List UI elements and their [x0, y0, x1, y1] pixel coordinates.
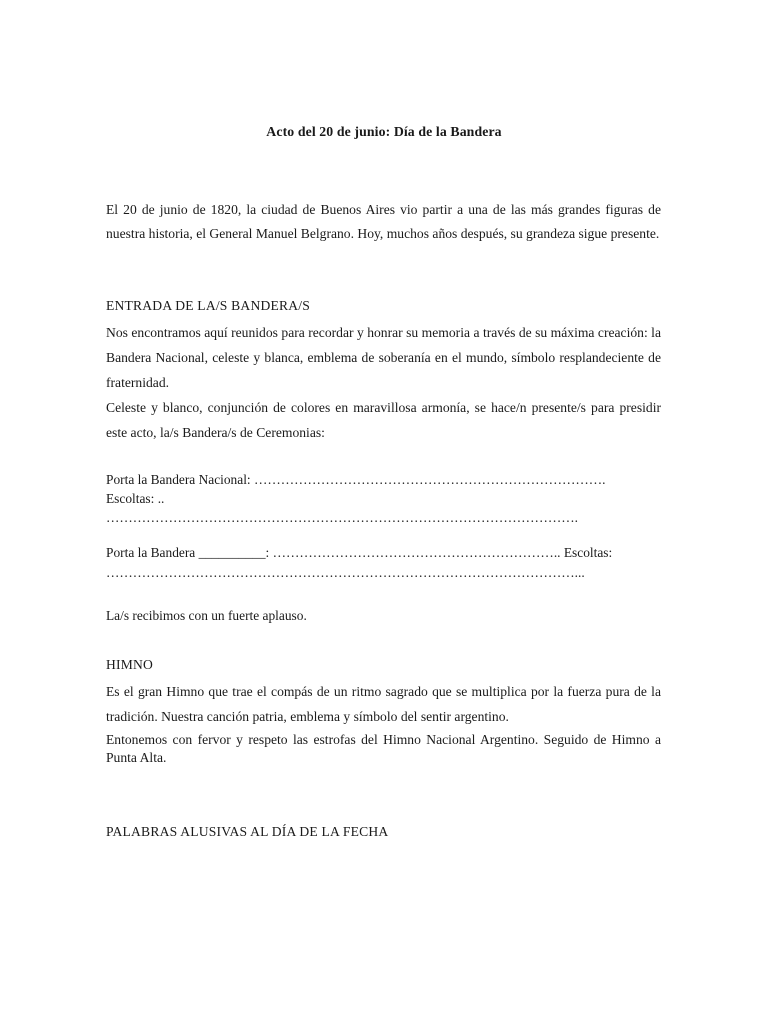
porta-nacional-line: Porta la Bandera Nacional: …………………………………………………………………….	[106, 472, 606, 487]
aplauso-line: La/s recibimos con un fuerte aplauso.	[106, 608, 307, 623]
entrada-heading: ENTRADA DE LA/S BANDERA/S	[106, 298, 311, 313]
himno-text-2: Entonemos con fervor y respeto las estrofas del Himno Nacional Argentino. Seguido de Himno a Punta Alta.	[106, 732, 661, 765]
escoltas-dots-2: ……………………………………………………………………………………………...	[106, 565, 585, 580]
himno-heading: HIMNO	[106, 657, 154, 672]
porta-bandera-label: Porta la Bandera	[106, 545, 199, 560]
porta-bandera-blank: __________	[198, 545, 266, 560]
document-title: Acto del 20 de junio: Día de la Bandera	[266, 124, 502, 139]
intro-paragraph	[106, 198, 661, 246]
himno-paragraph-2	[106, 731, 661, 767]
himno-text-1: Es el gran Himno que trae el compás de un ritmo sagrado que se multiplica por la fuerza pura de la tradición. Nuestra canción patria, emblema y símbolo del sentir argentino.	[106, 684, 661, 724]
porta-bandera-rest: : ……………………………………………………….. Escoltas:	[265, 545, 613, 560]
intro-text: El 20 de junio de 1820, la ciudad de Buenos Aires vio partir a una de las más grandes figuras de nuestra historia, el General Manuel Belgrano. Hoy, muchos años después, su grandeza sigue presente.	[106, 202, 661, 242]
escoltas-dots-1: …………………………………………………………………………………………….	[106, 510, 579, 525]
entrada-paragraph-1	[106, 320, 661, 395]
porta-bandera-line	[106, 545, 612, 561]
entrada-text-1: Nos encontramos aquí reunidos para recordar y honrar su memoria a través de su máxima creación: la Bandera Nacional, celeste y blanca, emblema de soberanía en el mundo, símbolo resplandeciente de fraternidad.	[106, 325, 661, 390]
entrada-text-2: Celeste y blanco, conjunción de colores en maravillosa armonía, se hace/n presente/s para presidir este acto, la/s Bandera/s de Ceremonias:	[106, 400, 661, 440]
himno-paragraph-1	[106, 679, 661, 729]
escoltas-line-1: Escoltas: ..	[106, 491, 165, 506]
palabras-heading: PALABRAS ALUSIVAS AL DÍA DE LA FECHA	[106, 824, 389, 839]
entrada-paragraph-2	[106, 395, 661, 445]
